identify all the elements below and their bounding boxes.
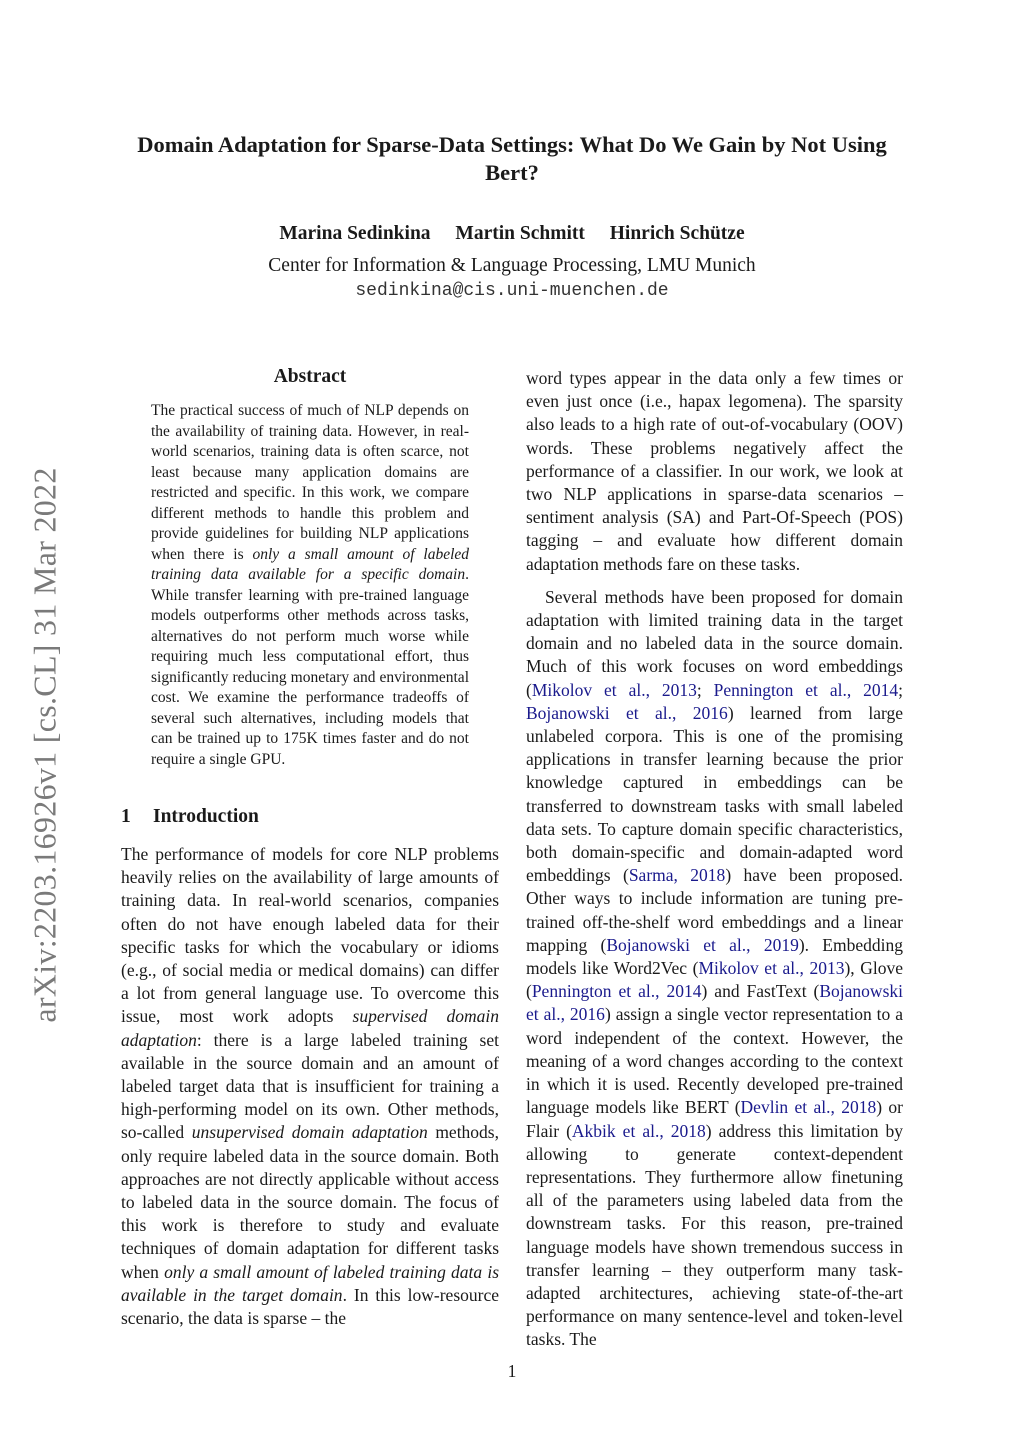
citation-link[interactable]: Devlin et al., 2018 xyxy=(740,1097,877,1118)
paragraph-continuation: word types appear in the data only a few times or even just once (i.e., hapax legomena). The sparsity also leads to a high rate of out-of-vocabulary (OOV) words. These problems negatively affect the performance of a classifier. In our work, we look at two NLP applications in sparse-data scenarios – sentiment analysis (SA) and Part-Of-Speech (POS) tagging – and evaluate how different domain adaptation methods fare on these tasks. xyxy=(526,368,903,574)
section-heading-introduction xyxy=(121,806,259,828)
citation-link[interactable]: Pennington et al., 2014 xyxy=(713,679,899,700)
author-name: Hinrich Schütze xyxy=(609,223,745,244)
citation-link[interactable]: Pennington et al., 2014 xyxy=(531,981,702,1002)
citation-link[interactable]: Bojanowski et al., 2016 xyxy=(526,981,903,1025)
introduction-paragraph: The performance of models for core NLP problems heavily relies on the availability of large amounts of training data. In real-world scenarios, companies often do not have enough labeled data for their specific tasks for which the vocabulary or idioms (e.g., of social media or medical domains) can differ a lot from general language use. To overcome this issue, most work adopts supervised domain adaptation: there is a large labeled training set available in the source domain and an amount of labeled target data that is insufficient for training a high-performing model on its own. Other methods, so-called unsupervised domain adaptation methods, only require labeled data in the source domain. Both approaches are not directly applicable without access to labeled data in the source domain. The focus of this work is therefore to study and evaluate techniques of domain adaptation for different tasks when only a small amount of labeled training data is available in the target domain. In this low-resource scenario, the data is sparse – the xyxy=(121,844,500,1329)
citation-link[interactable]: Bojanowski et al., 2016 xyxy=(526,702,728,723)
paragraph-related-work: Several methods have been proposed for domain adaptation with limited training data in the target domain and no labeled data in the source domain. Much of this work focuses on word embeddings (Mikolov et al., 2013; Pennington et al., 2014; Bojanowski et al., 2016) learned from large unlabeled corpora. This is one of the promising applications in transfer learning because the prior knowledge captured in embeddings can be transferred to downstream tasks with small labeled data sets. To capture domain specific characteristics, both domain-specific and domain-adapted word embeddings (Sarma, 2018) have been proposed. Other ways to include information are tuning pre-trained off-the-shelf word embeddings and a linear mapping (Bojanowski et al., 2019). Embedding models like Word2Vec (Mikolov et al., 2013), Glove (Pennington et al., 2014) and FastText (Bojanowski et al., 2016) assign a single vector representation to a word independent of the context. However, the meaning of a word changes according to the context in which it is used. Recently developed pre-trained language models like BERT (Devlin et al., 2018) or Flair (Akbik et al., 2018) address this limitation by allowing to generate context-dependent representations. They furthermore allow finetuning all of the parameters using labeled data from the downstream tasks. For this reason, pre-trained language models have shown tremendous success in transfer learning – they outperform many task-adapted architectures, achieving state-of-the-art performance on many sentence-level and token-level tasks. The xyxy=(526,586,904,1350)
affiliation: Center for Information & Language Processing, LMU Munich xyxy=(268,255,756,276)
abstract-emphasis: only a small amount of labeled training data available for a specific domain xyxy=(151,545,470,583)
emphasis: unsupervised domain adaptation xyxy=(191,1122,428,1143)
section-number: 1 xyxy=(121,806,131,827)
citation-link[interactable]: Akbik et al., 2018 xyxy=(571,1120,706,1141)
citation-link[interactable]: Bojanowski et al., 2019 xyxy=(606,934,799,955)
arxiv-identifier: arXiv:2203.16926v1 [cs.CL] 31 Mar 2022 xyxy=(26,467,63,1023)
citation-link[interactable]: Mikolov et al., 2013 xyxy=(531,679,697,700)
paper-title: Domain Adaptation for Sparse-Data Settings: What Do We Gain by Not Using Bert? xyxy=(137,132,887,185)
author-name: Martin Schmitt xyxy=(455,223,585,244)
citation-link[interactable]: Mikolov et al., 2013 xyxy=(698,958,845,979)
author-list xyxy=(0,223,1024,245)
author-name: Marina Sedinkina xyxy=(279,223,431,244)
abstract-heading: Abstract xyxy=(273,366,347,387)
section-title: Introduction xyxy=(153,806,259,827)
right-column xyxy=(526,367,903,1352)
citation-link[interactable]: Sarma, 2018 xyxy=(628,865,726,886)
abstract-body: The practical success of much of NLP depends on the availability of training data. However, in real-world scenarios, training data is often scarce, not least because many application domains are restricted and specific. In this work, we compare different methods to handle this problem and provide guidelines for building NLP applications when there is only a small amount of labeled training data available for a specific domain. While transfer learning with pre-trained language models outperforms other methods across tasks, alternatives do not perform much worse while requiring much less computational effort, thus significantly reducing monetary and environmental cost. We examine the performance tradeoffs of several such alternatives, including models that can be trained up to 175K times faster and do not require a single GPU. xyxy=(151,402,470,768)
author-email: sedinkina@cis.uni-muenchen.de xyxy=(355,281,669,301)
page-number: 1 xyxy=(507,1361,517,1381)
emphasis: only a small amount of labeled training data is available in the target domain xyxy=(121,1261,500,1305)
emphasis: supervised domain adaptation xyxy=(121,1006,499,1050)
